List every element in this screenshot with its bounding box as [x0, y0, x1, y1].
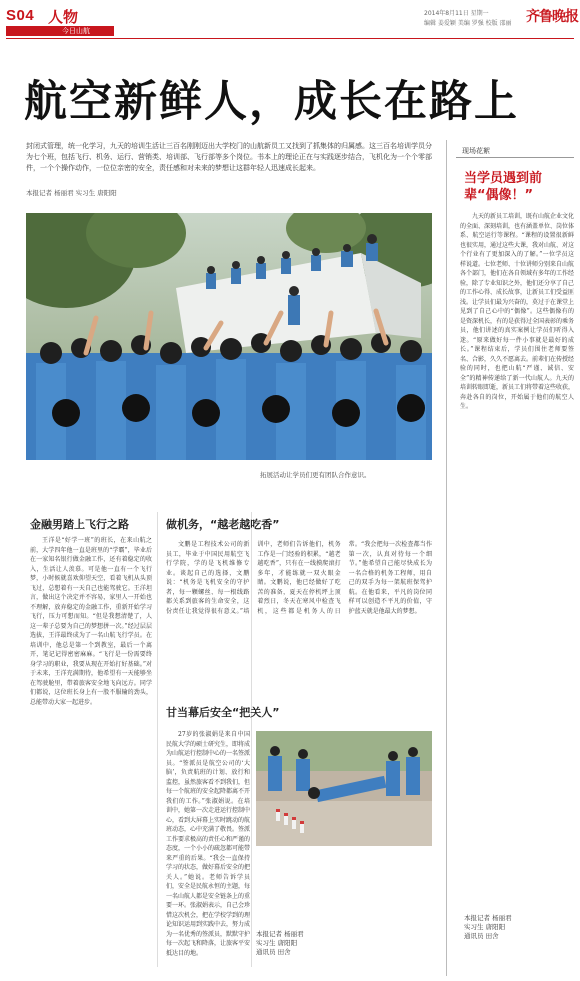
section-3-title: 甘当幕后安全“把关人”	[166, 706, 280, 719]
byline: 本报记者 杨丽君 实习生 唐阳阳	[26, 189, 117, 197]
sidebar-tag: 现场花絮	[462, 147, 490, 155]
section-3-body: 27岁的张淑娟是来自中国民航大学的硕士研究生，即将成为山航运行控制中心的一名签派员。“签派员是航空公司的‘大脑’，负责航班的计划、放行和监控，虽然旅客看不到我们，但每一个航班的安全起降都离不开我们的工作。”张淑娟说。在培训中，她第一次走进运行控制中心，看到大屏幕上实时跳动的航班动态，心中充满了敬畏。签派工作要求极高的责任心和严谨的态度，一个小小的疏忽都可能带来严重的后果。“我会一直保持学习的状态，做好幕后安全的把关人。”她说。老师告诉学员们，安全是民航永恒的主题，每一名山航人都是安全链条上的重要一环。张淑娟表示，自己会珍惜这次机会，把在学校学到的理论知识运用到实践中去，努力成为一名优秀的签派员，默默守护每一次起飞和降落，让旅客平安抵达目的地。	[166, 731, 250, 957]
main-photo	[26, 213, 432, 460]
section-1-title: 金融男踏上飞行之路	[30, 518, 129, 531]
main-photo-caption: 拓展活动让学员们更有团队合作意识。	[260, 471, 371, 479]
headline: 航空新鲜人，成长在路上	[24, 77, 519, 127]
secondary-photo	[256, 731, 432, 846]
masthead-rule	[6, 38, 574, 39]
section-name: 人物	[48, 8, 79, 26]
column-rule	[157, 512, 158, 967]
sidebar-tag-rule	[456, 157, 574, 158]
masthead	[0, 0, 580, 38]
sidebar-body: 九天的新员工培训，既有山航企业文化的全面、深刻培训，也有涵盖单位、岗位体系、航空运行等课程。“课程的设置很新鲜也很实用，通过这些大课，我对山航、对这个行业有了更加深入的了解。”一位学员这样说道。七位老师、十位讲师分别来自山航各个部门，他们在各自领域有多年的工作经验，除了专业知识之外，他们还分享了自己的工作心得、成长故事，让新员工们受益匪浅。让学员们最为兴奋的，莫过于在课堂上见到了自己心中的“偶像”。这些偶像有的是资深机长，有的是获得过全国表彰的乘务员，他们讲述的真实案例让学员们听得入迷。“原来做好每一件小事就是最好的成长。”课程结束后，学员们围住老师要签名、合影，久久不愿离去。前辈们在传授经验的同时，也把山航“严谨、诚信、安全”的精神传递给了新一代山航人。九天的培训转眼即逝，新员工们将带着这些收获，奔赴各自的岗位，开始属于他们的航空人生。	[460, 213, 574, 410]
date-line: 2014年8月11日 星期一	[424, 10, 489, 17]
lead-paragraph: 封闭式管理，统一化学习，九天的培训生活让三百名刚刚迈出大学校门的山航新员工又找到了抓集体的归属感。这三百名培训学员分为七个班，包括飞行、机务、运行、营销类、培训部、飞行部等多个岗位。书本上的理论正在与实践逐步结合，飞机化为一个个零部件，一个个操作动作，一位位亲密的安全，责任感和对未来的梦想让这群年轻人迅速成长起来。	[26, 142, 432, 172]
section-2-body: 文鹏是工程技术公司的新员工，毕业于中国民用航空飞行学院，学的是飞机维修专业。谈起自己的选择，文鹏说：“机务是飞机安全的守护者，每一颗螺丝、每一根线路都关系到旅客的生命安全，这份责任让我觉得很有意义。”培训中，老师们告诉他们，机务工作是一门经验的积累，“越老越吃香”，只有在一线摸爬滚打多年，才能练就一双火眼金睛。文鹏说，他已经做好了吃苦的准备，夏天在停机坪上顶着烈日，冬天在寒风中检查飞机，这些都是机务人的日常。“我会把每一次检查都当作第一次，认真对待每一个细节。”他希望自己能尽快成长为一名合格的机务工程师，用自己的双手为每一架航班保驾护航。在他看来，平凡的岗位同样可以创造不平凡的价值，守护蓝天就是他最大的梦想。	[166, 541, 432, 615]
section-2-title: 做机务，“越老越吃香”	[166, 518, 280, 531]
sidebar-title: 当学员遇到前辈“偶像！”	[464, 171, 543, 203]
section-1-body: 王洋是“好学一班”的班长，在来山航之前，大学四年他一直是班里的“学霸”，毕业后在一家知名银行做金融工作，还有着稳定的收入，生活让人羡慕。可是他一直有一个飞行梦，小时候就喜欢仰望天空，看着飞机从头顶飞过，总想着有一天自己也能驾驶它。王洋坦言，做出这个决定并不容易，家里人一开始也不理解，放弃稳定的金融工作，重新开始学习飞行，压力可想而知。“但是我想清楚了，人这一辈子总要为自己的梦想拼一次。”经过层层选拔，王洋最终成为了一名山航飞行学员。在培训中，他总是第一个到教室，最后一个离开，笔记记得密密麻麻。“飞行是一份需要终身学习的职业，我要从现在开始打好基础。”对于未来，王洋充满期待，他希望有一天能够坐在驾驶舱里，带着旅客安全地飞向远方。同学们都说，这位班长身上有一股不服输的劲头，总能带动大家一起进步。	[30, 537, 152, 706]
section-subtitle: 今日山航	[6, 26, 114, 36]
editors-line: 编辑 姜爱颖 美编 罗强 校版 邵丽	[424, 20, 512, 27]
main-photo-illustration	[26, 213, 432, 460]
bottom-credits: 本报记者 杨丽君 实习生 唐阳阳 通讯员 田舍	[256, 930, 304, 956]
paper-logo: 齐鲁晚报	[526, 9, 578, 25]
section-code: S04	[6, 7, 35, 24]
sidebar-credits: 本报记者 杨丽君 实习生 唐阳阳 通讯员 田舍	[464, 914, 512, 940]
secondary-photo-illustration	[256, 731, 432, 846]
